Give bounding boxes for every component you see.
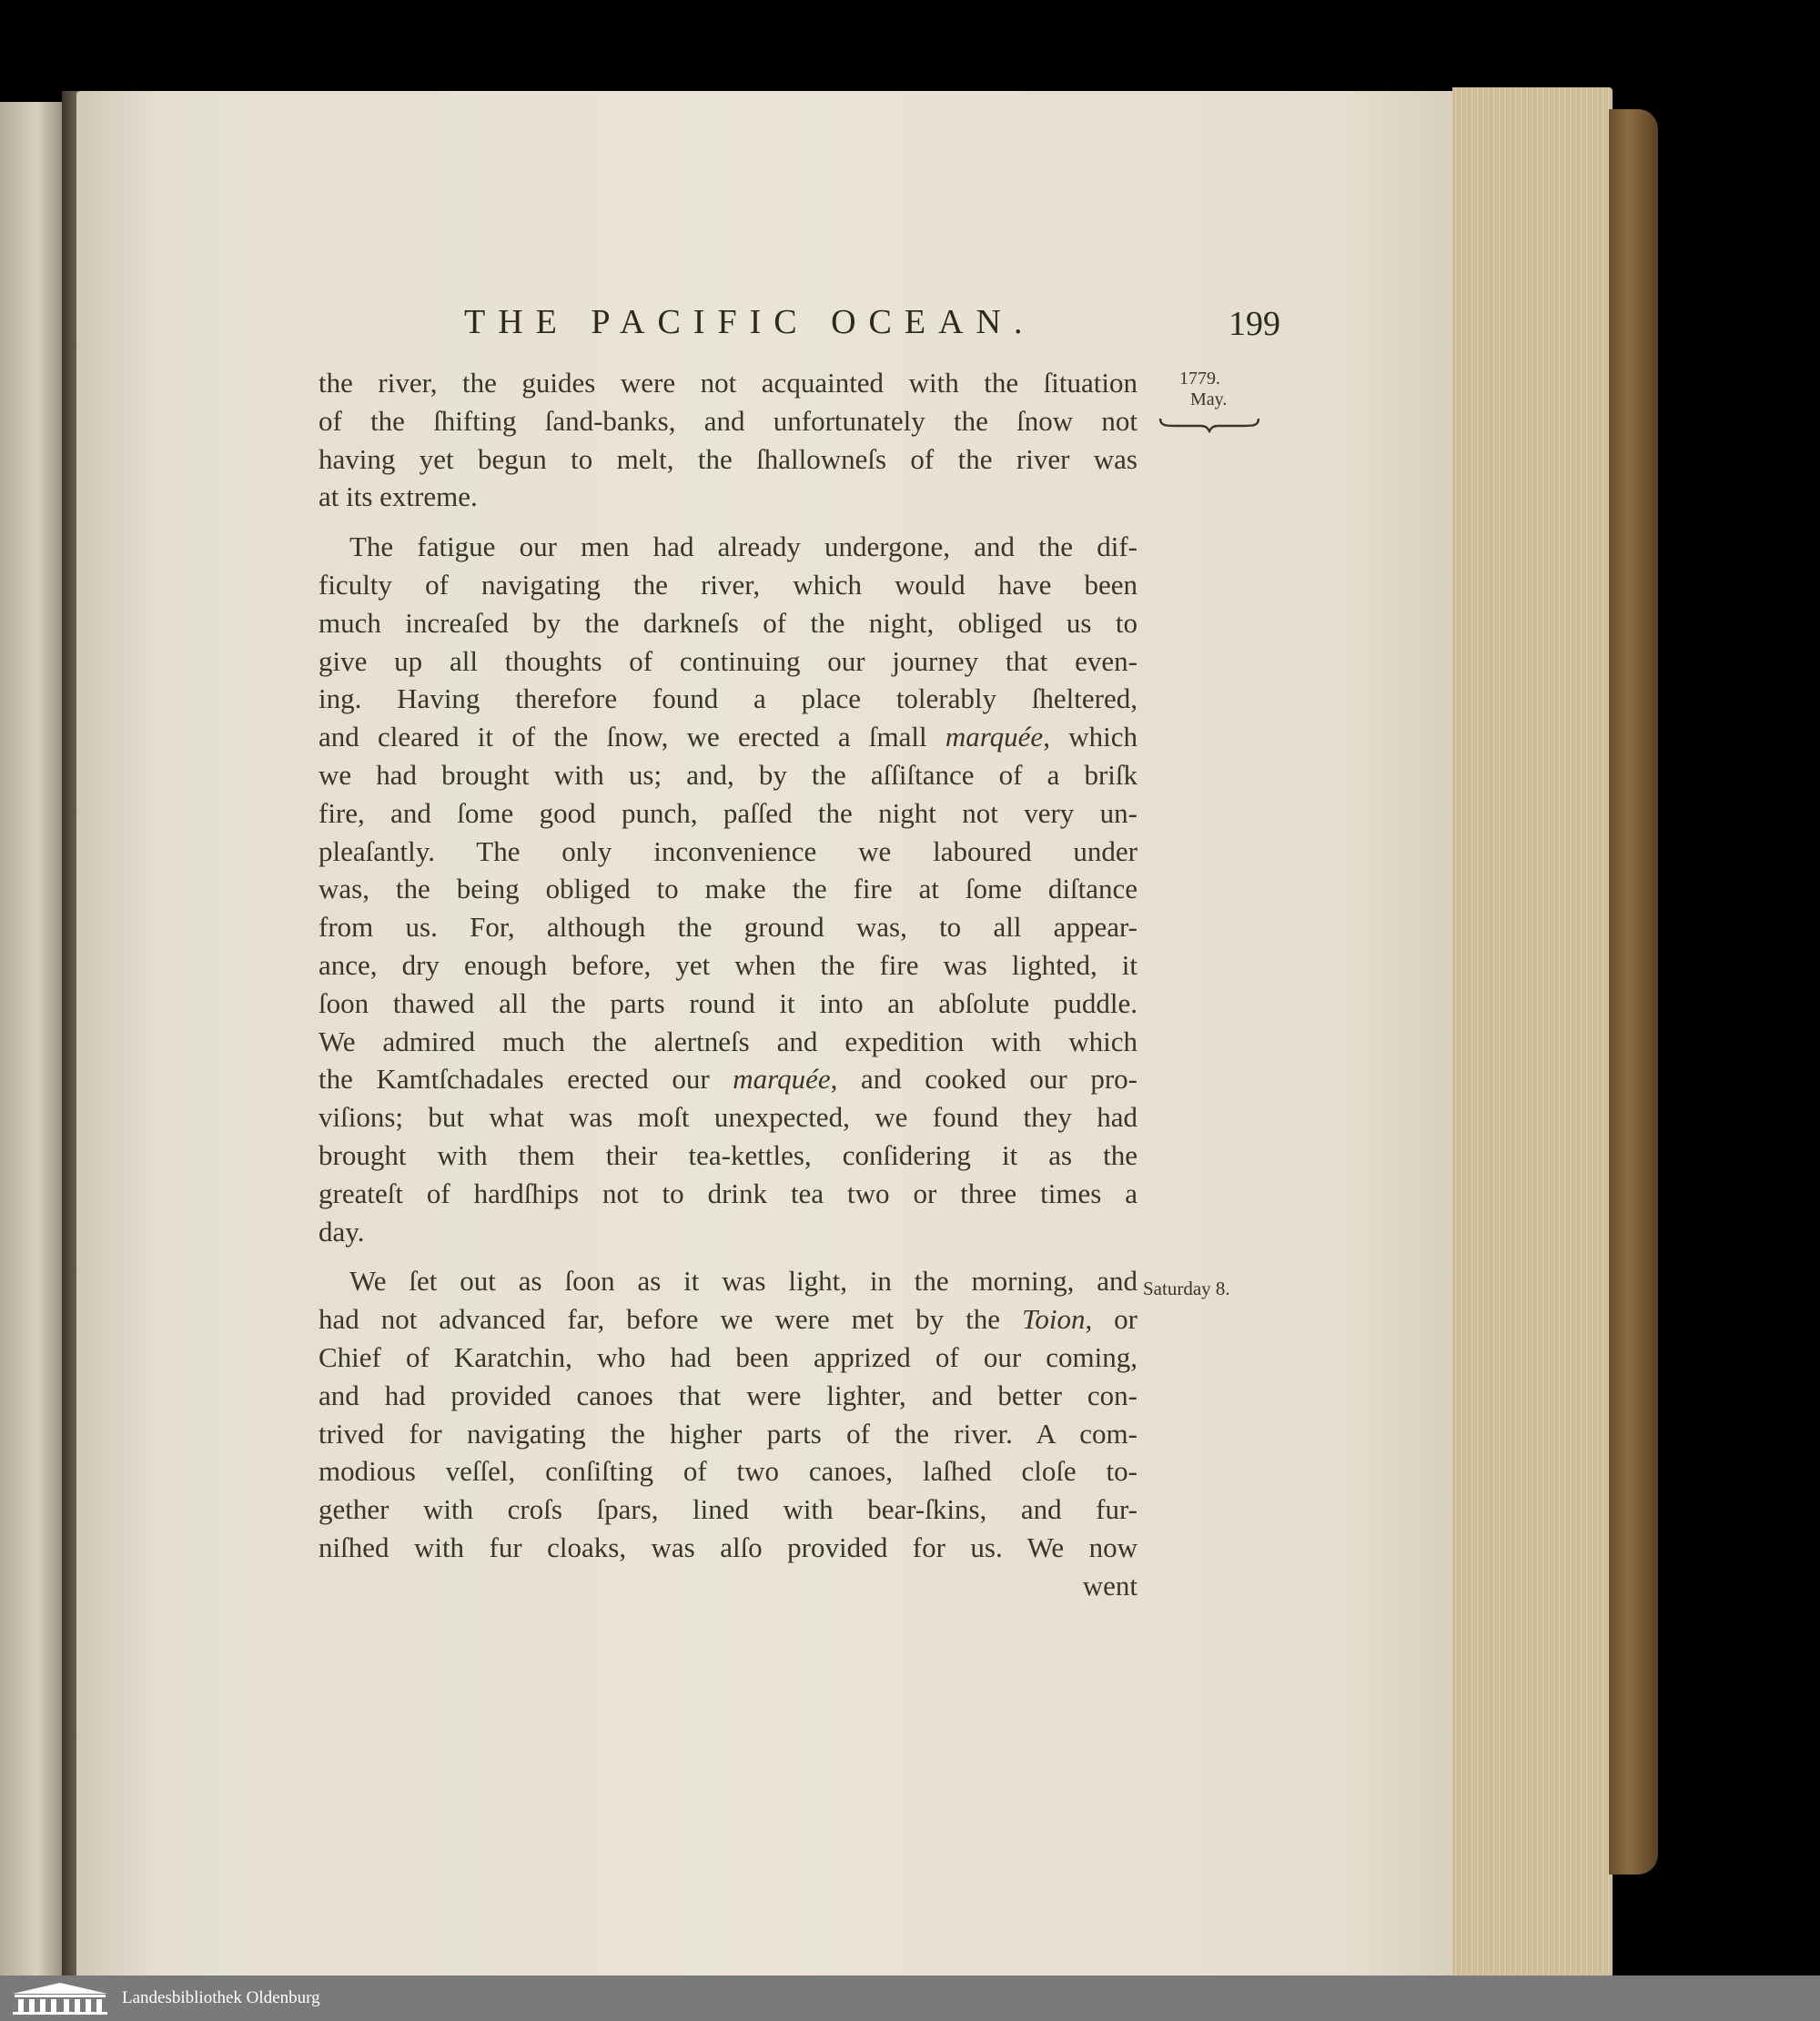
text-line: fire, and ſome good punch, paſſed the night not very un-	[318, 796, 1138, 829]
margin-year: 1779.	[1179, 369, 1220, 389]
text-line: give up all thoughts of continuing our journey that even-	[318, 644, 1138, 677]
text-line: ficulty of navigating the river, which would have been	[318, 568, 1138, 601]
brace-mark	[1158, 415, 1260, 433]
text-line: gether with croſs ſpars, lined with bear-ſkins, and fur-	[318, 1493, 1138, 1526]
text-line: at its extreme.	[318, 480, 478, 513]
text-line: the Kamtſchadales erected our marquée, and cooked our pro-	[318, 1063, 1138, 1096]
text-line: brought with them their tea-kettles, conſidering it as the	[318, 1138, 1138, 1171]
text-line: viſions; but what was moſt unexpected, we found they had	[318, 1101, 1138, 1134]
left-page-edge	[0, 102, 62, 1986]
margin-month: May.	[1190, 389, 1228, 409]
text-line: had not advanced far, before we were met by the Toion, or	[318, 1303, 1138, 1336]
text-line: and cleared it of the ſnow, we erected a ſmall marquée, which	[318, 721, 1138, 753]
text-line: niſhed with fur cloaks, was alſo provided for us. We now	[318, 1531, 1138, 1563]
page-edges	[1452, 87, 1613, 1995]
text-line: ing. Having therefore found a place tolerably ſheltered,	[318, 682, 1138, 715]
catchword: went	[1082, 1569, 1138, 1602]
text-line: the river, the guides were not acquainted with the ſituation	[318, 367, 1138, 399]
library-building-icon	[9, 1981, 111, 2016]
text-line: We ſet out as ſoon as it was light, in the morning, and	[349, 1265, 1138, 1298]
paragraph-1	[318, 364, 1138, 516]
library-name: Landesbibliothek Oldenburg	[122, 1988, 320, 2007]
text-line: ſoon thawed all the parts round it into an abſolute puddle.	[318, 986, 1138, 1019]
text-line: modious veſſel, conſiſting of two canoes, laſhed cloſe to-	[318, 1455, 1138, 1488]
text-line: ance, dry enough before, yet when the fire was lighted, it	[318, 948, 1138, 981]
text-line: The fatigue our men had already undergone, and the dif-	[349, 531, 1138, 563]
text-line: trived for navigating the higher parts of the river. A com-	[318, 1417, 1138, 1450]
body-text	[318, 364, 1138, 1605]
text-line: day.	[318, 1215, 365, 1248]
text-line: much increaſed by the darkneſs of the night, obliged us to	[318, 606, 1138, 639]
text-line: We admired much the alertneſs and expedition with which	[318, 1025, 1138, 1057]
text-line: greateſt of hardſhips not to drink tea two or three times a	[318, 1177, 1138, 1209]
book-cover-edge	[1609, 109, 1658, 1874]
text-line: from us. For, although the ground was, to all appear-	[318, 911, 1138, 944]
text-line: having yet begun to melt, the ſhallowneſs of the river was	[318, 442, 1138, 475]
margin-day-note: Saturday 8.	[1143, 1278, 1230, 1299]
text-line: pleaſantly. The only inconvenience we laboured under	[318, 834, 1138, 867]
text-line: we had brought with us; and, by the aſſiſtance of a briſk	[318, 758, 1138, 791]
text-line: Chief of Karatchin, who had been apprized of our coming,	[318, 1340, 1138, 1373]
page-number: 199	[1228, 305, 1280, 343]
text-line: was, the being obliged to make the fire at ſome diſtance	[318, 873, 1138, 905]
paragraph-3	[318, 1262, 1138, 1604]
text-line: of the ſhifting ſand-banks, and unfortunately the ſnow not	[318, 404, 1138, 437]
footer-bar	[0, 1976, 1820, 2021]
paragraph-2	[318, 528, 1138, 1250]
running-title: THE PACIFIC OCEAN.	[464, 303, 1036, 341]
text-line: and had provided canoes that were lighter, and better con-	[318, 1379, 1138, 1411]
